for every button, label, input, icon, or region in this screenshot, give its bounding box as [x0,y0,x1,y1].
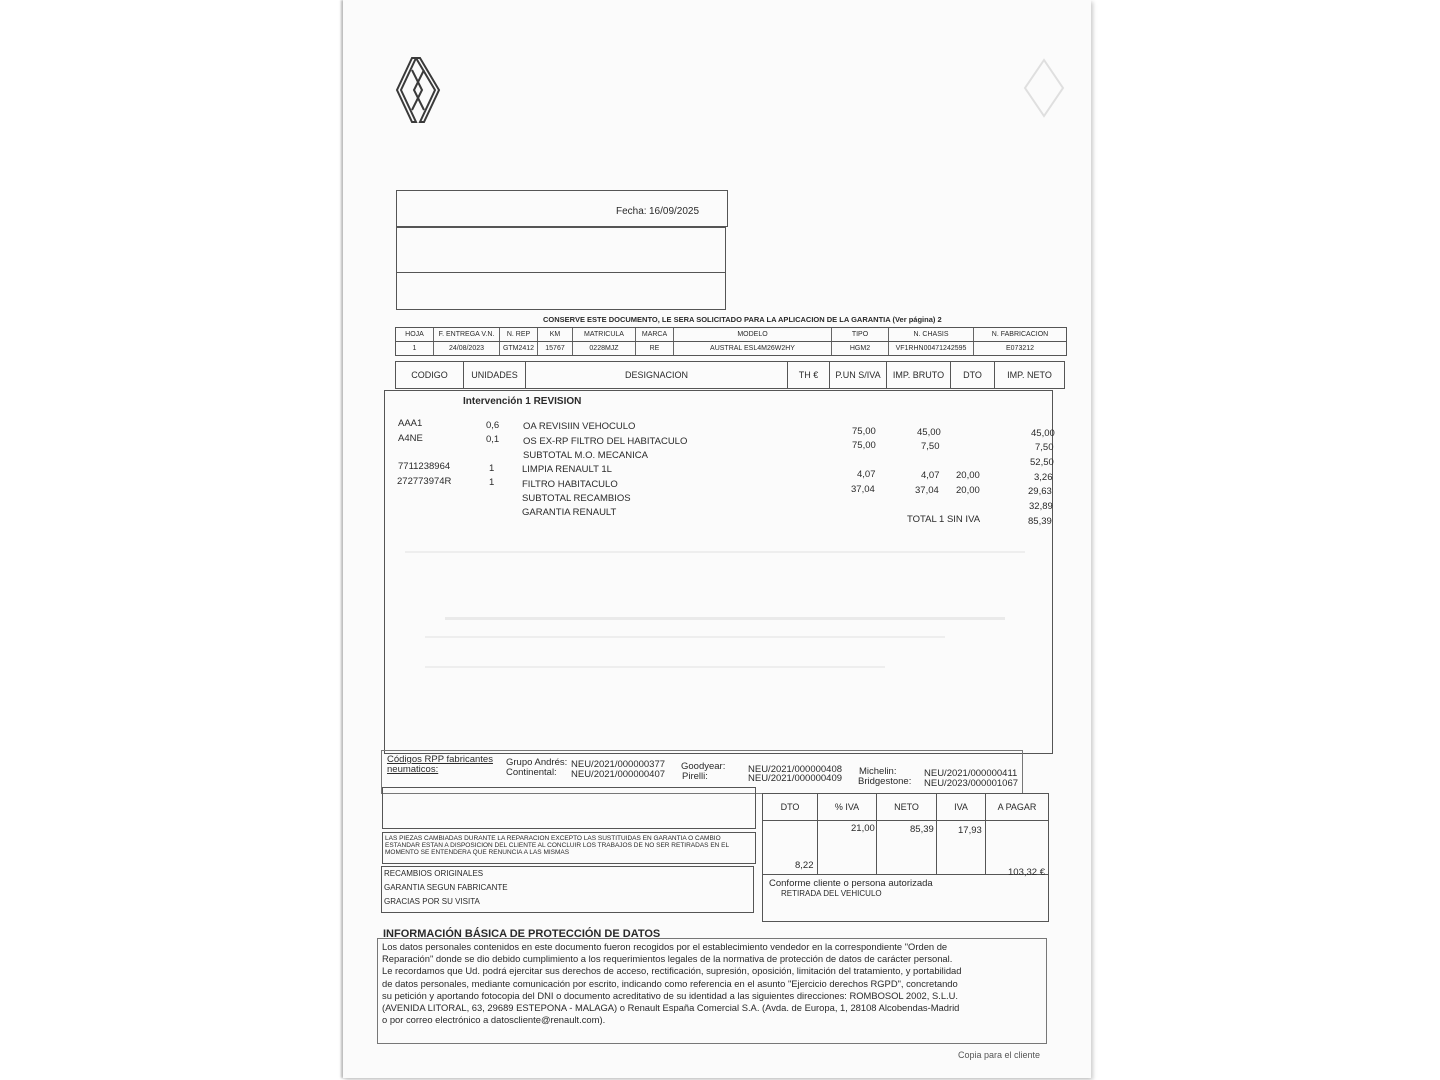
showthrough-line [425,666,885,668]
neto-value: 85,39 [910,824,934,835]
row-neto: 52,50 [1030,457,1054,468]
piezas-box [382,832,756,864]
tyre-code: NEU/2021/000000408 [748,764,843,775]
row-desc: OA REVISIIN VEHOCULO [523,421,636,432]
vh-tipo: TIPO [832,328,889,341]
row-units: 0,6 [486,420,500,431]
conforme-label: Conforme cliente o persona autorizada [769,878,933,889]
row-pun: 75,00 [852,440,876,451]
row-code: AAA1 [398,418,423,429]
copy-label: Copia para el cliente [958,1050,1041,1060]
vh-marca: MARCA [636,328,674,341]
tyre-name: Goodyear: [681,761,726,772]
vv-entrega: 24/08/2023 [434,342,500,355]
ih-th: TH € [788,362,830,388]
row-bruto: 45,00 [917,427,941,438]
th-a-pagar: A PAGAR [997,802,1037,812]
tyre-name: Grupo Andrés: [506,757,568,768]
totals-divider [985,820,986,874]
tyre-code: NEU/2021/000000411 [924,768,1018,779]
iva-pct-value: 21,00 [851,823,875,834]
warranty-notice: CONSERVE ESTE DOCUMENTO, LE SERA SOLICITADO PARA LA APLICACION DE LA GARANTIA (Ver página) 2 [543,315,942,324]
row-units: 0,1 [486,434,500,445]
privacy-line: su petición y aportando fotocopia del DNI o documento acreditativo de su identidad a las siguientes direcciones: ROMBOSOL 2002, S.L.U. [382,989,959,1001]
ih-codigo: CODIGO [396,362,464,388]
vh-entrega: F. ENTREGA V.N. [434,328,500,341]
showthrough-line [445,617,1005,620]
showthrough-line [425,636,945,638]
totals-divider [817,820,818,874]
row-code: 272773974R [397,476,452,487]
row-units: 1 [489,477,495,488]
vehicle-header-row [396,328,1066,342]
row-units: 1 [489,463,495,474]
totals-divider [763,874,1048,875]
retirada-label: RETIRADA DEL VEHICULO [781,889,882,898]
tyre-code: NEU/2021/000000407 [571,769,666,780]
vh-nrep: N. REP [500,328,538,341]
privacy-line: o por correo electrónico a datoscliente@renault.com). [382,1014,606,1026]
privacy-box [377,938,1047,1044]
row-bruto: 37,04 [915,485,939,496]
vh-matricula: MATRICULA [573,328,636,341]
vv-chasis: VF1RHN00471242595 [889,342,974,355]
invoice-sheet [343,0,1091,1078]
items-body [384,390,1053,754]
ih-pun: P.UN S/IVA [830,362,887,388]
tyre-code: NEU/2023/000001067 [924,778,1019,789]
fecha-label: Fecha: [616,206,647,217]
privacy-line: (AVENIDA LITORAL, 63, 29689 ESTEPONA - MALAGA) o Renault España Comercial S.A. (Avda. de Europa, 1, 28108 Alcobendas-Madrid [382,1002,960,1014]
row-code: A4NE [398,433,423,444]
totals-divider [876,820,877,874]
privacy-line: de datos personales, mediante comunicación por escrito, indicando como referencia en el asunto "Ejercicio derechos RGPD", concretando [382,977,958,989]
row-neto: 3,26 [1034,472,1053,483]
vh-fabricacion: N. FABRICACION [991,331,1049,338]
row-pun: 75,00 [852,426,876,437]
row-pun: 4,07 [857,469,876,480]
note-line: GARANTIA SEGUN FABRICANTE [384,883,508,892]
fecha-value: 16/09/2025 [649,206,700,217]
row-dto: 20,00 [956,485,980,496]
privacy-line: Le recordamos que Ud. podrá ejercitar sus derechos de acceso, rectificación, supresión, oposición, limitación del tratamiento, y portabilidad [382,965,962,977]
row-neto: 32,89 [1029,501,1053,512]
row-desc: SUBTOTAL M.O. MECANICA [523,450,648,461]
row-dto: 20,00 [956,470,980,481]
tyre-name: Bridgestone: [858,776,912,787]
ih-designacion: DESIGNACION [526,362,788,388]
th-iva-pct: % IVA [818,794,877,820]
row-neto: 29,63 [1028,486,1052,497]
totals-header [763,794,1048,821]
vv-marca: RE [636,342,674,355]
privacy-title: INFORMACIÓN BÁSICA DE PROTECCIÓN DE DATOS [383,928,661,940]
row-desc: SUBTOTAL RECAMBIOS [522,493,631,504]
row-neto: 7,50 [1035,442,1054,453]
th-neto: NETO [877,794,937,820]
tyre-code: NEU/2021/000000409 [748,773,843,784]
tyre-name: Continental: [506,767,557,778]
row-bruto: 4,07 [921,470,940,481]
vh-chasis: N. CHASIS [889,328,974,341]
row-code: 7711238964 [398,461,451,472]
faint-logo-icon [1021,58,1067,118]
vv-matricula: 0228MJZ [573,342,636,355]
iva-value: 17,93 [958,825,982,836]
vv-modelo: AUSTRAL ESL4M26W2HY [674,342,832,355]
showthrough-line [405,551,1025,553]
tyre-code: NEU/2021/000000377 [571,759,666,770]
footer-notes-box [381,866,754,913]
tyre-name: Michelin: [859,766,897,777]
dto-value: 8,22 [795,860,814,871]
vv-tipo: HGM2 [832,342,889,355]
piezas-text: LAS PIEZAS CAMBIADAS DURANTE LA REPARACION EXCEPTO LAS SUSTITUIDAS EN GARANTIA O CAMBIO ESTANDAR ESTAN A DISPOSICION DEL CLIENTE AL CONCLUIR LOS TRABAJOS DE NO SER RETIRADAS EN EL MOMENTO SE ENTENDERA QUE RENUNCIA A LAS MISMAS [385,835,729,856]
totals-box [762,793,1049,922]
tyre-name: Pirelli: [682,771,708,782]
vv-hoja: 1 [396,342,434,355]
privacy-line: Reparación" donde se dio debido cumplimiento a los requerimientos legales de la normativa de protección de datos de carácter personal. [382,953,953,965]
vehicle-value-row [396,342,1066,355]
ih-neto: IMP. NETO [1007,370,1052,380]
total-label: TOTAL 1 SIN IVA [907,514,981,525]
note-line: RECAMBIOS ORIGINALES [384,869,484,878]
renault-logo-icon [395,56,441,124]
row-desc: LIMPIA RENAULT 1L [522,464,612,475]
privacy-text [382,941,1044,1026]
row-desc: GARANTIA RENAULT [522,507,617,518]
vh-hoja: HOJA [396,328,434,341]
vh-modelo: MODELO [674,328,832,341]
th-dto: DTO [763,794,818,820]
address-box [396,272,726,310]
total-value: 85,39 [1028,516,1052,527]
ih-dto: DTO [951,362,995,388]
ih-unidades: UNIDADES [464,362,526,388]
vv-fabricacion: E073212 [1005,345,1035,352]
row-desc: OS EX-RP FILTRO DEL HABITACULO [523,436,688,447]
row-neto: 45,00 [1031,428,1055,439]
totals-divider [936,820,937,874]
row-bruto: 7,50 [921,441,940,452]
fecha-box [396,190,728,227]
customer-box [396,227,726,273]
blank-notes-box [382,787,756,829]
vv-nrep: GTM2412 [500,342,538,355]
row-desc: FILTRO HABITACULO [522,479,618,490]
vehicle-table [395,327,1067,356]
items-header-row [395,361,1065,389]
intervention-title: Intervención 1 REVISION [463,396,582,407]
vv-km: 15767 [538,342,573,355]
note-line: GRACIAS POR SU VISITA [384,897,480,906]
th-iva: IVA [937,794,986,820]
ih-bruto: IMP. BRUTO [887,362,951,388]
tyre-codes-title: Códigos RPP fabricantes neumaticos: [387,754,493,775]
privacy-line: Los datos personales contenidos en este documento fueron recogidos por el establecimiento vendedor en la correspondiente "Orden de [382,941,948,952]
a-pagar-value: 103,32 € [1008,867,1045,878]
vh-km: KM [538,328,573,341]
row-pun: 37,04 [851,484,875,495]
